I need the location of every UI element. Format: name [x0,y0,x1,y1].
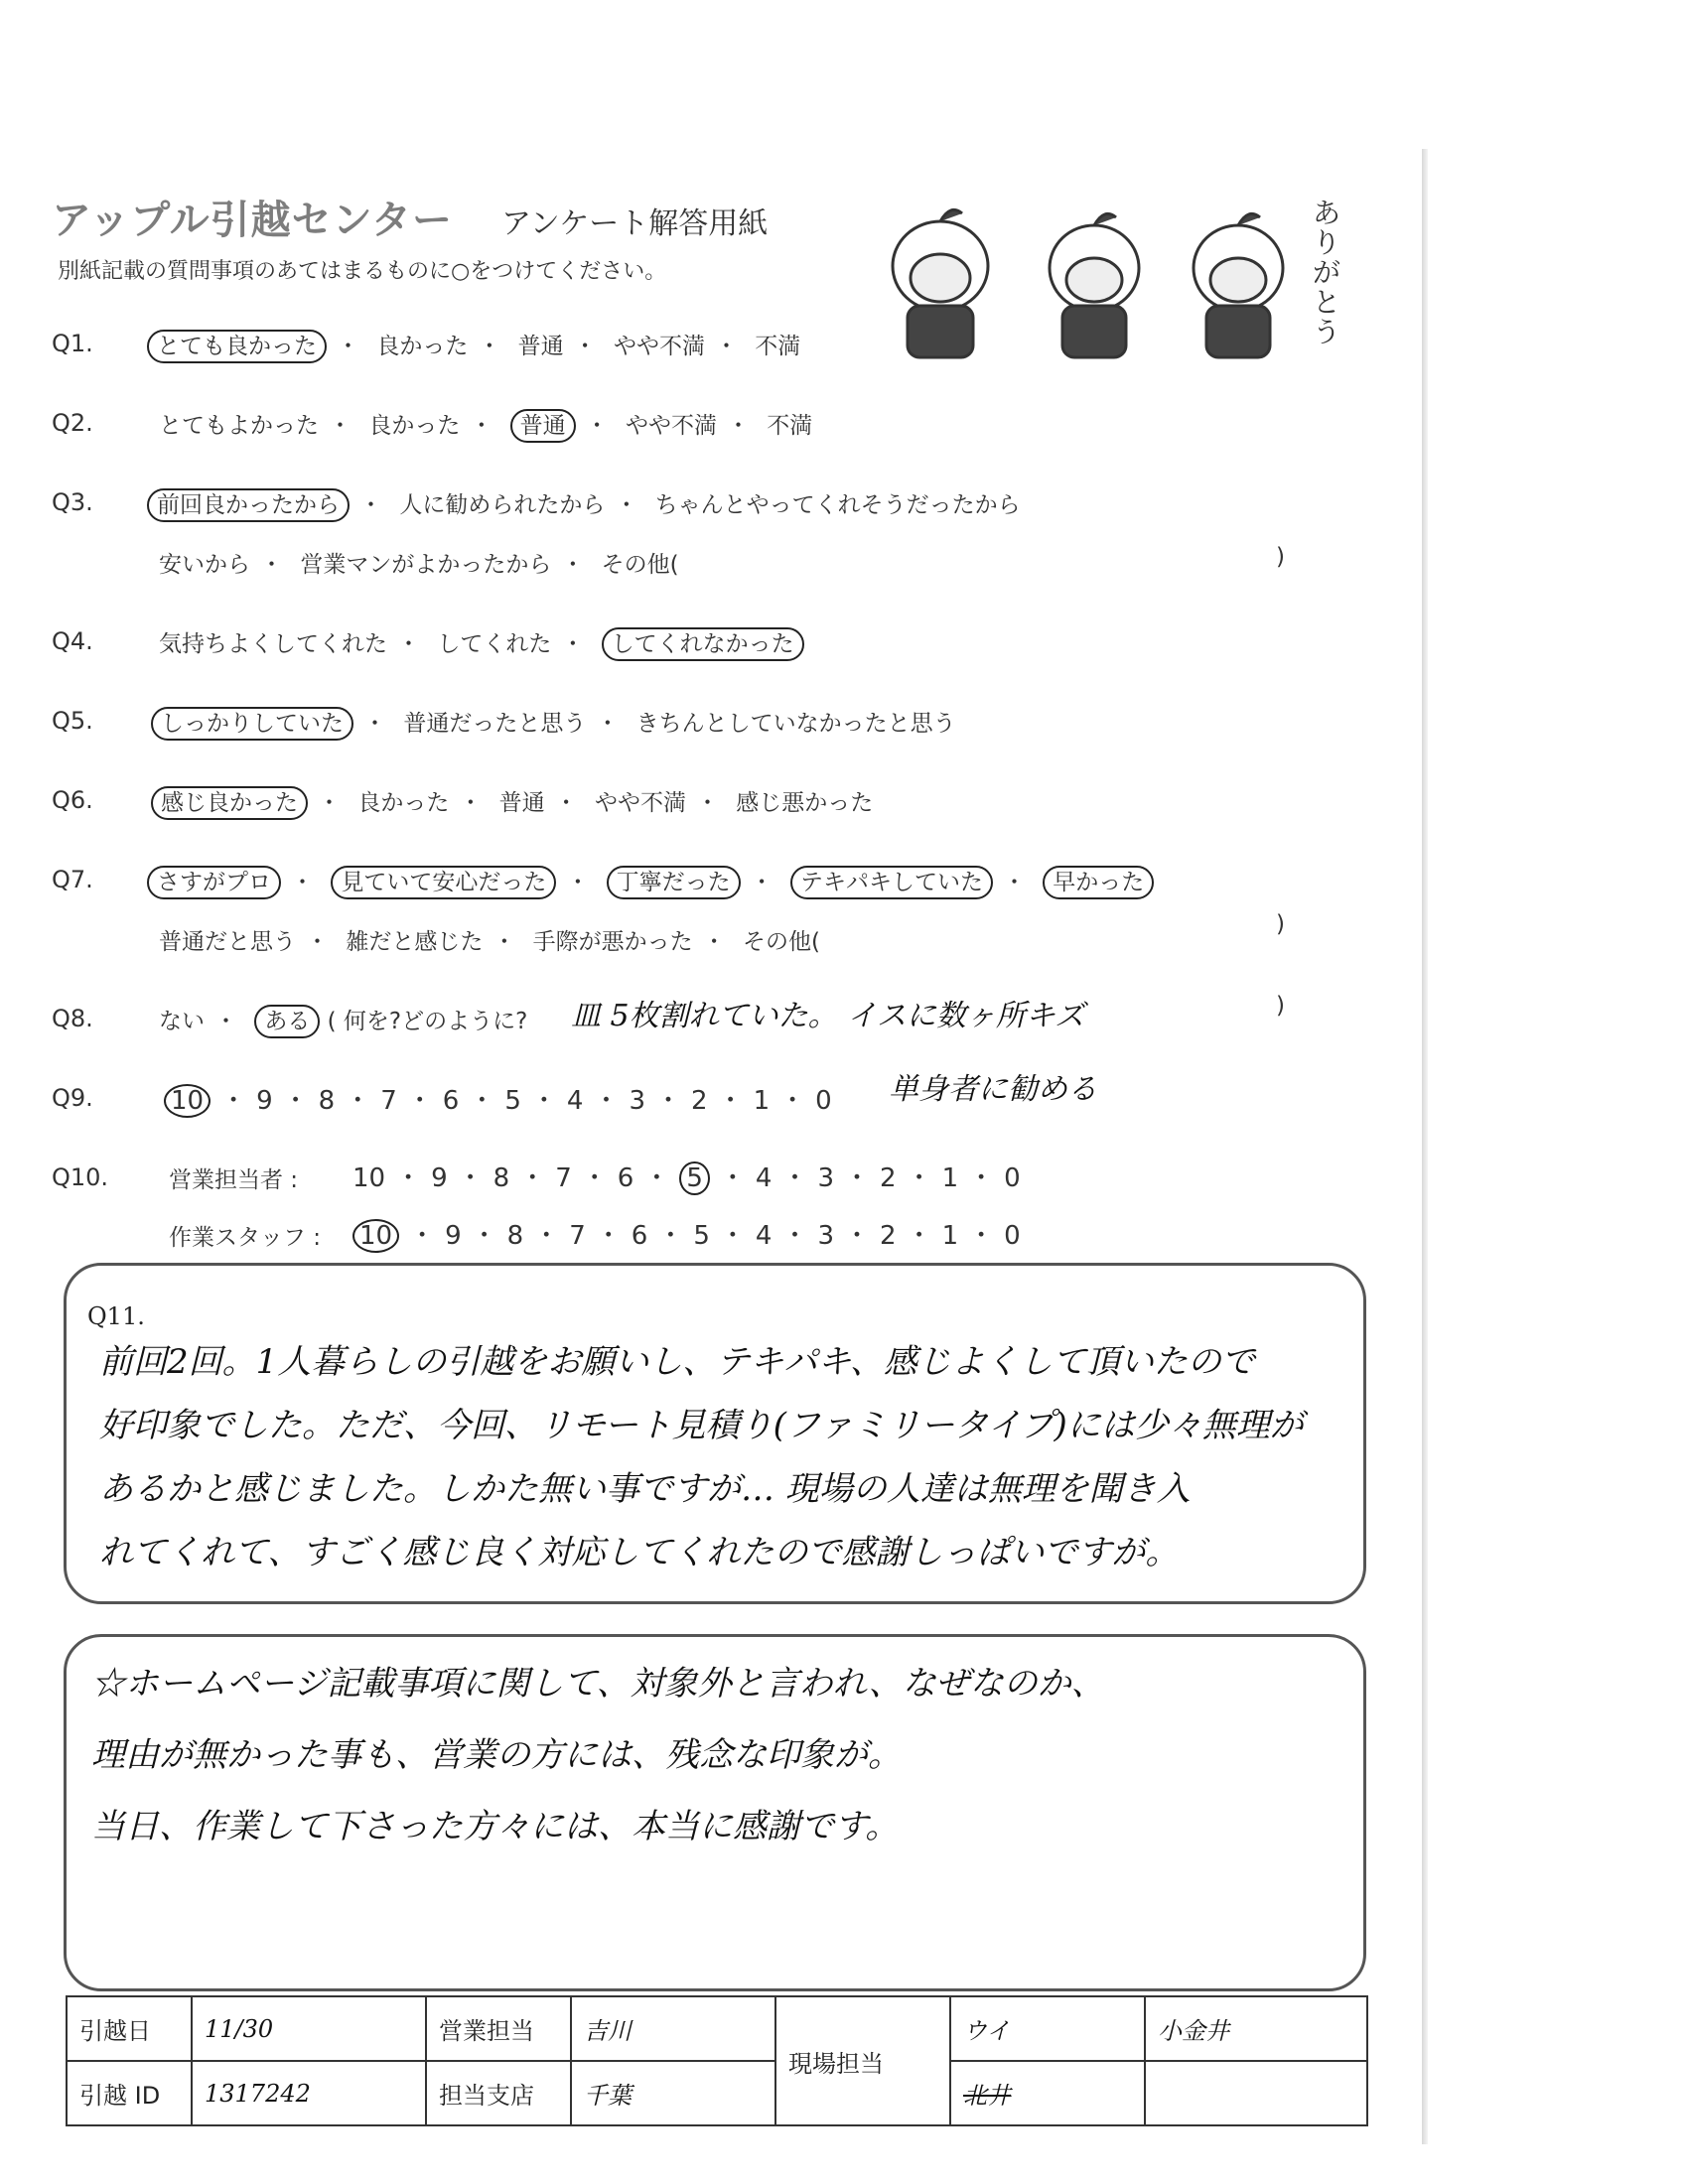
q7-option[interactable]: 見ていて安心だった [331,866,556,899]
q9-scale-value[interactable]: 8 [318,1086,336,1116]
scale-separator: ・ [519,1163,546,1193]
q8-options: ない ・ ある ( 何を?どのように? [159,1003,527,1035]
scale-separator: ・ [533,1221,560,1251]
site-rep-label: 現場担当 [775,1996,950,2125]
q10-staff-value[interactable]: 5 [693,1221,710,1251]
scale-separator: ・ [968,1163,995,1193]
q10-sales-value[interactable]: 4 [755,1163,773,1193]
site-rep-value-2: 小金井 [1145,1996,1367,2061]
q6-options: 感じ良かった ・ 良かった ・ 普通 ・ やや不満 ・ 感じ悪かった [151,784,873,817]
comment-line: 理由が無かった事も、営業の方には、残念な印象が。 [91,1735,902,1775]
q7-option[interactable]: 丁寧だった [607,866,741,899]
q8-option[interactable]: ある [254,1005,320,1038]
q7-options: さすがプロ ・ 見ていて安心だった ・ 丁寧だった ・ テキパキしていた ・ 早かった [147,864,1154,896]
q6-option[interactable]: 感じ悪かった [736,790,874,816]
q11-label: Q11. [87,1302,145,1330]
q10-staff-label: 作業スタッフ : [169,1225,322,1251]
q1-option[interactable]: 普通 [517,334,564,359]
comment-text [91,1648,1105,1862]
q10-sales-value[interactable]: 6 [617,1163,634,1193]
q8-option[interactable]: ない [159,1009,205,1034]
q2-option[interactable]: 良かった [368,413,461,439]
scale-separator: ・ [719,1221,746,1251]
q5-option[interactable]: しっかりしていた [151,707,353,741]
scale-separator: ・ [595,1221,622,1251]
mascot-1 [893,209,988,357]
q11-line: あるかと感じました。しかた無い事ですが… 現場の人達は無理を聞き入 [99,1469,1191,1509]
scale-separator: ・ [395,1163,422,1193]
q10-staff-value[interactable]: 8 [506,1221,524,1251]
q2-option[interactable]: やや不満 [625,413,717,439]
comment-line: 当日、作業して下さった方々には、本当に感謝です。 [91,1807,900,1846]
q10-staff-value[interactable]: 0 [1004,1221,1021,1251]
q1-label: Q1. [52,330,93,357]
branch-value: 千葉 [571,2061,775,2125]
q7-option[interactable]: 普通だと思う [159,929,296,955]
scale-separator: ・ [968,1221,995,1251]
scale-separator: ・ [457,1163,484,1193]
scale-separator: ・ [906,1163,932,1193]
q10-sales-value[interactable]: 8 [492,1163,510,1193]
q7-option[interactable]: 早かった [1043,866,1154,899]
scale-separator: ・ [657,1221,684,1251]
q10-sales-value[interactable]: 1 [941,1163,959,1193]
scale-separator: ・ [581,1163,608,1193]
q2-option[interactable]: 不満 [767,413,813,439]
q10-sales-value[interactable]: 10 [352,1163,386,1193]
q6-option[interactable]: やや不満 [594,790,686,816]
q1-option[interactable]: 不満 [755,334,801,359]
q8-prompt: ( 何を?どのように? [327,1009,528,1034]
moving-date-label: 引越日 [67,1996,192,2061]
q9-scale-value[interactable]: 2 [691,1086,708,1116]
q2-options: とてもよかった ・ 良かった ・ 普通 ・ やや不満 ・ 不満 [159,407,812,440]
company-title: アップル引越センター [52,198,453,243]
q5-option[interactable]: きちんとしていなかったと思う [635,711,956,737]
scale-separator: ・ [406,1086,433,1116]
q7-close-paren: ) [1276,911,1285,937]
scale-separator: ・ [719,1163,746,1193]
q11-line: 前回2回。1人暮らしの引越をお願いし、テキパキ、感じよくして頂いたので [99,1342,1255,1382]
q7-label: Q7. [52,866,93,893]
q3-option[interactable]: 安いから [159,552,250,578]
q5-options: しっかりしていた ・ 普通だったと思う ・ きちんとしていなかったと思う [151,705,956,738]
scale-separator: ・ [717,1086,744,1116]
q9-scale-value[interactable]: 9 [256,1086,273,1116]
q3-label: Q3. [52,488,93,516]
scale-separator: ・ [282,1086,309,1116]
scale-separator: ・ [844,1221,871,1251]
q10-staff-value[interactable]: 2 [880,1221,897,1251]
q10-sales-value[interactable]: 7 [555,1163,572,1193]
form-subtitle: アンケート解答用紙 [501,206,769,241]
q2-label: Q2. [52,409,93,437]
scale-separator: ・ [593,1086,620,1116]
scale-separator: ・ [779,1086,806,1116]
scale-separator: ・ [906,1221,932,1251]
q9-scale-value[interactable]: 7 [380,1086,397,1116]
q3-options-row2: 安いから ・ 営業マンがよかったから ・ その他( [159,552,679,578]
sales-rep-label: 営業担当 [426,1996,571,2061]
q10-sales-value[interactable]: 2 [880,1163,897,1193]
branch-label: 担当支店 [426,2061,571,2125]
mascot-3 [1194,213,1283,357]
q10-staff-value[interactable]: 6 [631,1221,648,1251]
q10-sales-scale [352,1158,1021,1194]
site-rep-empty [1145,2061,1367,2125]
q3-option[interactable]: 営業マンがよかったから [300,552,552,578]
q10-staff-value[interactable]: 3 [817,1221,835,1251]
q8-answer: 皿 5枚割れていた。 イスに数ヶ所キズ [571,999,1085,1033]
q7-option[interactable]: テキパキしていた [790,866,993,899]
q10-sales-value[interactable]: 5 [679,1161,710,1195]
q9-note: 単身者に勧める [889,1072,1097,1107]
q1-options: とても良かった ・ 良かった ・ 普通 ・ やや不満 ・ 不満 [147,328,800,360]
q7-option[interactable]: 雑だと感じた [346,929,484,955]
sales-rep-value: 吉川 [571,1996,775,2061]
scale-separator: ・ [471,1221,497,1251]
q10-sales-value[interactable]: 3 [817,1163,835,1193]
q4-label: Q4. [52,627,93,655]
q6-option[interactable]: 良かった [357,790,450,816]
q9-scale-value[interactable]: 10 [164,1084,211,1118]
q9-scale [164,1080,832,1117]
q11-answer [99,1330,1304,1584]
q10-sales-label: 営業担当者 : [169,1167,299,1193]
q3-option[interactable]: 人に勧められたから [399,492,606,518]
q6-option[interactable]: 感じ良かった [151,786,308,820]
q10-staff-value[interactable]: 4 [755,1221,773,1251]
q2-option[interactable]: 普通 [510,409,576,443]
q10-staff-value[interactable]: 7 [569,1221,586,1251]
q4-option[interactable]: してくれた [437,631,552,657]
q3-close-paren: ) [1276,544,1285,570]
q6-label: Q6. [52,786,93,814]
q8-label: Q8. [52,1005,93,1032]
mascot-illustration [856,197,1323,365]
scale-separator: ・ [220,1086,247,1116]
q1-option[interactable]: とても良かった [147,330,327,363]
instruction-text: 別紙記載の質問事項のあてはまるものに○をつけてください。 [58,259,667,284]
scale-separator: ・ [844,1163,871,1193]
scale-separator: ・ [643,1163,670,1193]
q1-option[interactable]: 良かった [376,334,469,359]
q6-option[interactable]: 普通 [498,790,545,816]
move-id-label: 引越 ID [67,2061,192,2125]
q7-option-other[interactable]: その他( [742,929,820,955]
q9-scale-value[interactable]: 4 [566,1086,584,1116]
q10-sales-value[interactable]: 0 [1004,1163,1021,1193]
scale-separator: ・ [781,1163,808,1193]
q9-scale-value[interactable]: 0 [815,1086,832,1116]
q5-label: Q5. [52,707,93,735]
q3-option[interactable]: ちゃんとやってくれそうだったから [654,492,1021,518]
scale-separator: ・ [469,1086,495,1116]
scale-separator: ・ [530,1086,557,1116]
page-edge [1422,149,1428,2144]
scale-separator: ・ [345,1086,371,1116]
q9-label: Q9. [52,1084,93,1112]
q4-option[interactable]: 気持ちよくしてくれた [159,631,387,657]
q10-staff-value[interactable]: 10 [352,1219,399,1253]
q1-option[interactable]: やや不満 [613,334,705,359]
site-rep-value-1: ウイ [950,1996,1145,2061]
q10-label: Q10. [52,1163,109,1191]
q4-option[interactable]: してくれなかった [602,627,804,661]
q8-close-paren: ) [1276,993,1285,1019]
footer-table [66,1995,1368,2126]
q4-options: 気持ちよくしてくれた ・ してくれた ・ してくれなかった [159,625,804,658]
q10-staff-scale [352,1215,1021,1252]
move-id-value: 1317242 [192,2061,426,2125]
mascot-2 [1050,213,1139,357]
q3-option-other[interactable]: その他( [601,552,679,578]
scale-separator: ・ [409,1221,436,1251]
q10-staff-value[interactable]: 1 [941,1221,959,1251]
q3-option[interactable]: 前回良かったから [147,488,350,522]
comment-line: ☆ホームページ記載事項に関して、対象外と言われ、なぜなのか、 [91,1664,1105,1704]
q7-option[interactable]: 手際が悪かった [532,929,693,955]
q9-scale-value[interactable]: 3 [629,1086,646,1116]
q3-options: 前回良かったから ・ 人に勧められたから ・ ちゃんとやってくれそうだったから [147,486,1021,519]
thanks-text: ありがとう [1313,197,1341,348]
q9-scale-value[interactable]: 1 [753,1086,771,1116]
q11-line: れてくれて、すごく感じ良く対応してくれたので感謝しっぱいですが。 [99,1533,1180,1572]
q9-scale-value[interactable]: 5 [504,1086,521,1116]
q9-scale-value[interactable]: 6 [442,1086,460,1116]
q10-staff-value[interactable]: 9 [445,1221,462,1251]
q7-options-row2: 普通だと思う ・ 雑だと感じた ・ 手際が悪かった ・ その他( [159,929,820,955]
q11-line: 好印象でした。ただ、今回、リモート見積り(ファミリータイプ)には少々無理が [99,1406,1304,1445]
q7-option[interactable]: さすがプロ [147,866,281,899]
q5-option[interactable]: 普通だったと思う [403,711,587,737]
moving-date-value: 11/30 [192,1996,426,2061]
scale-separator: ・ [781,1221,808,1251]
q10-sales-value[interactable]: 9 [431,1163,448,1193]
q2-option[interactable]: とてもよかった [159,413,319,439]
scale-separator: ・ [655,1086,682,1116]
site-rep-value-3: 北井 [950,2061,1145,2125]
